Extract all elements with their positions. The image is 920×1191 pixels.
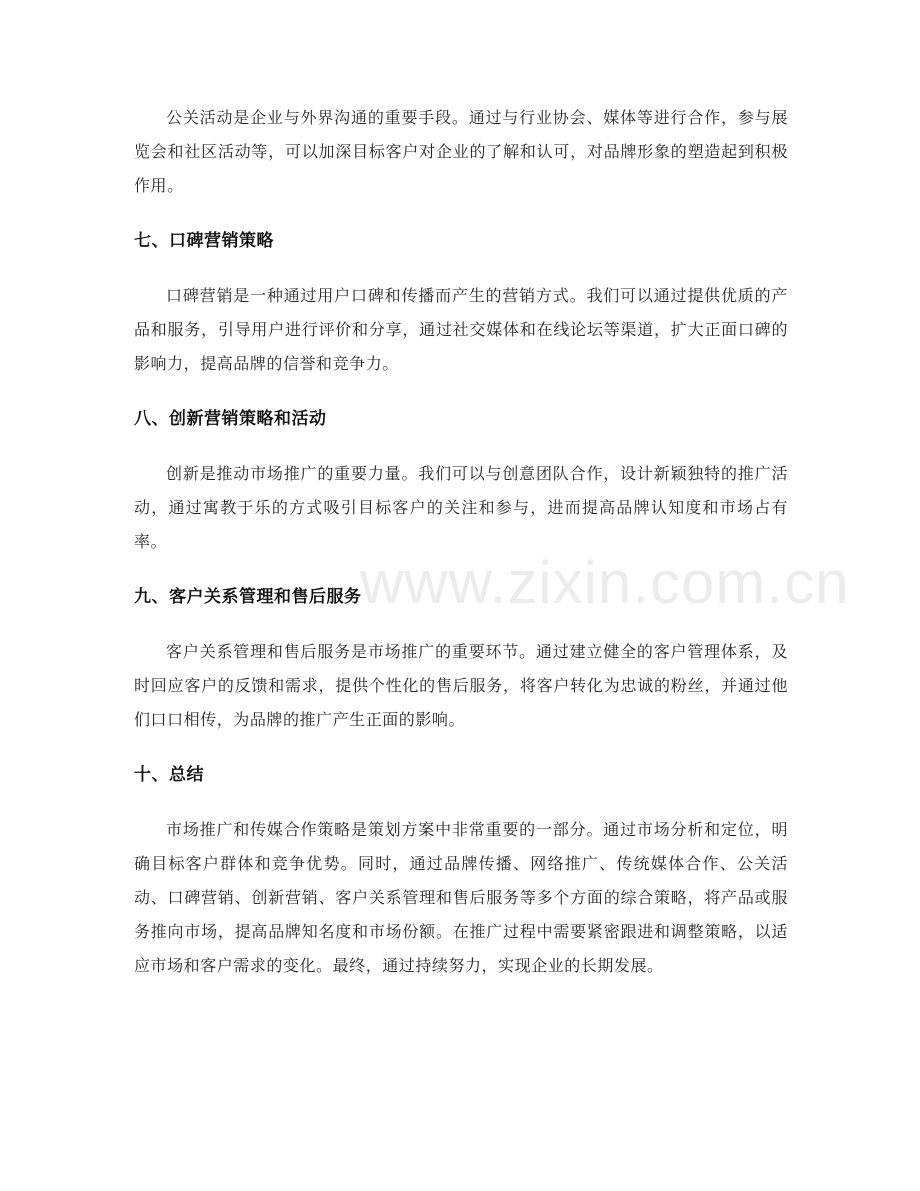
heading-word-of-mouth: 七、口碑营销策略 [134,231,274,251]
paragraph-summary: 市场推广和传媒合作策略是策划方案中非常重要的一部分。通过市场分析和定位，明确目标客户群体和竞争优势。同时，通过品牌传播、网络推广、传统媒体合作、公关活动、口碑营销、创新营销、客户关系管理和售后服务等多个方面的综合策略，将产品或服务推向市场，提高品牌知名度和市场份额。在推广过程中需要紧密跟进和调整策略，以适应市场和客户需求的变化。最终，通过持续努力，实现企业的长期发展。 [134,820,788,975]
heading-summary: 十、总结 [134,765,204,785]
document-body [134,101,788,983]
paragraph-public-relations: 公关活动是企业与外界沟通的重要手段。通过与行业协会、媒体等进行合作，参与展览会和社区活动等，可以加深目标客户对企业的了解和认可，对品牌形象的塑造起到积极作用。 [134,108,788,195]
heading-customer-relations: 九、客户关系管理和售后服务 [134,587,362,607]
paragraph-word-of-mouth: 口碑营销是一种通过用户口碑和传播而产生的营销方式。我们可以通过提供优质的产品和服务，引导用户进行评价和分享，通过社交媒体和在线论坛等渠道，扩大正面口碑的影响力，提高品牌的信誉和竞争力。 [134,286,788,373]
watermark: www.zixin.com.cn [360,549,850,616]
heading-innovation: 八、创新营销策略和活动 [134,409,327,429]
paragraph-innovation: 创新是推动市场推广的重要力量。我们可以与创意团队合作，设计新颖独特的推广活动，通过寓教于乐的方式吸引目标客户的关注和参与，进而提高品牌认知度和市场占有率。 [134,464,788,551]
paragraph-customer-relations: 客户关系管理和售后服务是市场推广的重要环节。通过建立健全的客户管理体系，及时回应客户的反馈和需求，提供个性化的售后服务，将客户转化为忠诚的粉丝，并通过他们口口相传，为品牌的推广产生正面的影响。 [134,642,788,729]
